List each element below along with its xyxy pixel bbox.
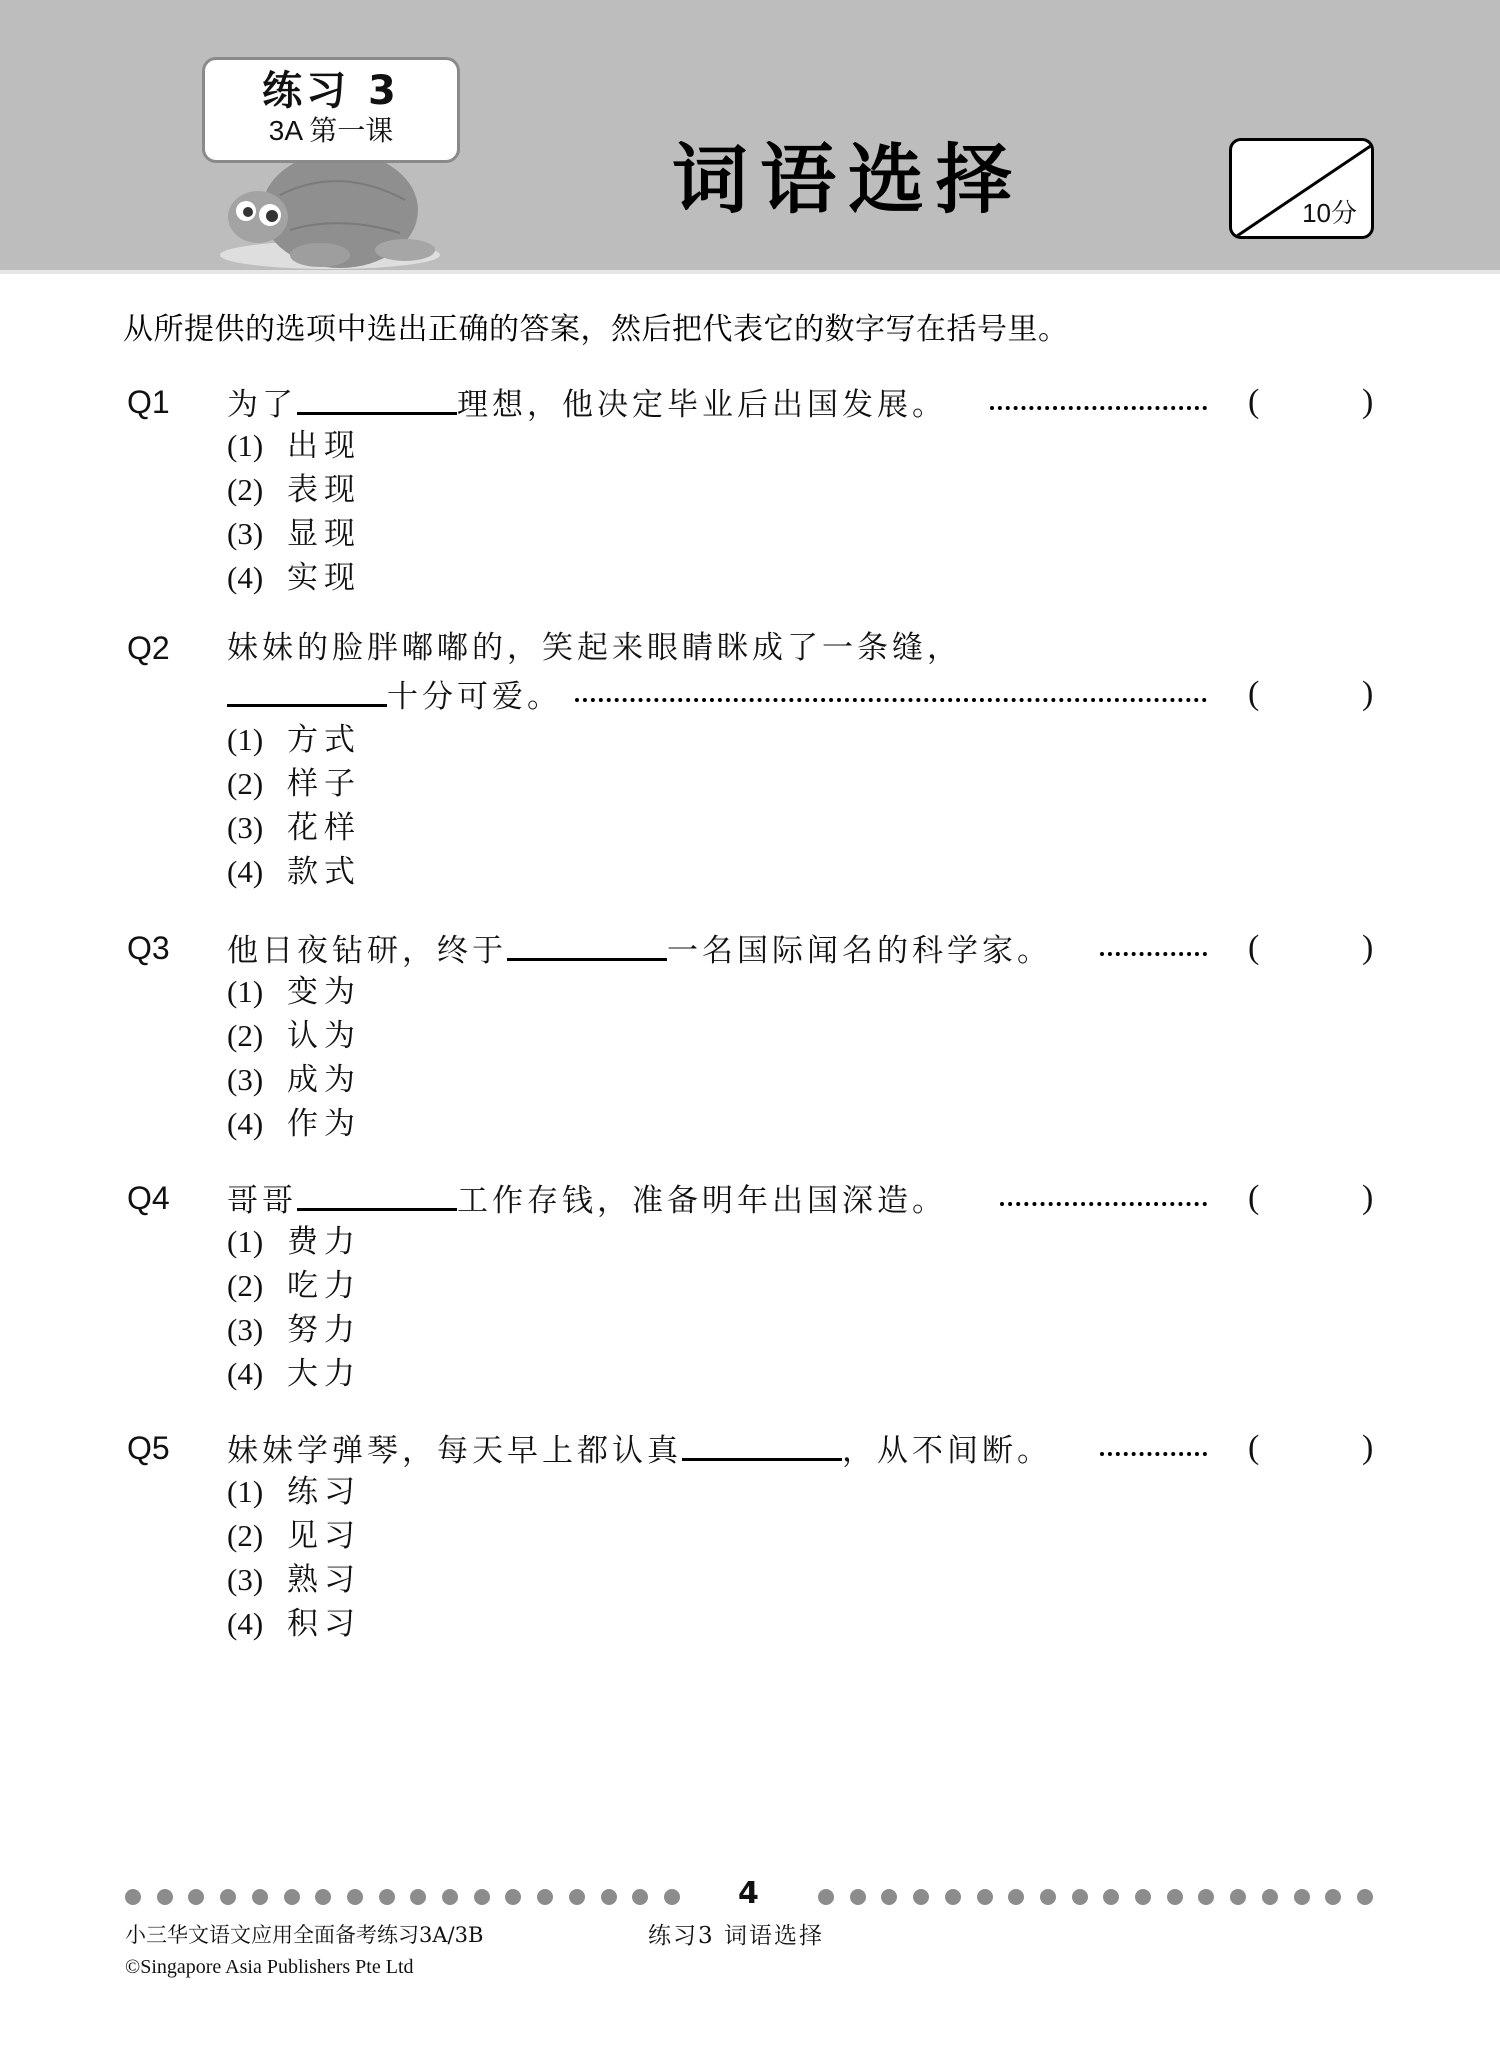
lesson-label: 3A 第一课 [268,115,394,146]
answer-paren-open: ( [1248,1179,1260,1216]
option-number: (4) [227,1356,264,1391]
footer-dots-right [818,1889,1378,1905]
dot-leader [990,406,1207,410]
question-text-after: 一名国际闻名的科学家。 [667,933,1052,969]
instruction-text: 从所提供的选项中选出正确的答案，然后把代表它的数字写在括号里。 [123,312,1069,347]
option-3 [227,514,361,554]
footer-dot-icon [410,1889,426,1905]
answer-blank [297,382,457,415]
option-text: 变为 [287,974,361,1010]
question-text-line1: 妹妹的脸胖嘟嘟的，笑起来眼睛眯成了一条缝， [227,630,962,666]
question-label: Q4 [127,1180,170,1216]
option-number: (2) [227,1518,264,1553]
option-1 [227,1222,361,1262]
option-number: (1) [227,1224,264,1259]
answer-blank [297,1178,457,1211]
copyright: ©Singapore Asia Publishers Pte Ltd [125,1956,414,1978]
option-1 [227,1472,361,1512]
answer-paren-close: ) [1362,383,1374,420]
page-number: 4 [738,1876,759,1911]
footer-dot-icon [537,1889,553,1905]
option-number: (2) [227,766,264,801]
option-text: 款式 [287,854,361,890]
page-title: 词语选择 [672,135,1024,224]
option-4 [227,1354,361,1394]
footer-dot-icon [125,1889,141,1905]
option-3 [227,1560,361,1600]
footer-dot-icon [601,1889,617,1905]
answer-input[interactable] [1268,1428,1358,1468]
answer-input[interactable] [1268,382,1358,422]
option-3 [227,808,361,848]
footer-dot-icon [315,1889,331,1905]
option-text: 花样 [287,810,361,846]
footer-dot-icon [977,1889,993,1905]
answer-paren-close: ) [1362,1179,1374,1216]
footer-dot-icon [347,1889,363,1905]
footer-dots-left [125,1889,685,1905]
footer-dot-icon [1294,1889,1310,1905]
question-text [227,928,1052,971]
question-text-after: ，从不间断。 [842,1433,1052,1469]
option-1 [227,720,361,760]
answer-paren-open: ( [1248,675,1260,712]
question-text [227,1178,947,1221]
exercise-label: 练习 3 [262,68,400,114]
answer-input[interactable] [1268,928,1358,968]
answer-input[interactable] [1268,674,1358,714]
option-2 [227,1266,361,1306]
footer-dot-icon [188,1889,204,1905]
footer-dot-icon [818,1889,834,1905]
exercise-label-box [202,57,460,163]
footer-dot-icon [1103,1889,1119,1905]
dot-leader [575,698,1207,702]
option-4 [227,1604,361,1644]
footer-dot-icon [284,1889,300,1905]
footer-dot-icon [1262,1889,1278,1905]
footer-dot-icon [252,1889,268,1905]
footer-dot-icon [569,1889,585,1905]
option-2 [227,470,361,510]
footer-dot-icon [474,1889,490,1905]
option-2 [227,1516,361,1556]
footer-dot-icon [379,1889,395,1905]
answer-blank [507,928,667,961]
option-2 [227,1016,361,1056]
page-header [0,0,1500,274]
option-number: (3) [227,1562,264,1597]
option-text: 成为 [287,1062,361,1098]
question-label: Q5 [127,1430,170,1466]
question-text-after: 工作存钱，准备明年出国深造。 [457,1183,947,1219]
option-number: (4) [227,1606,264,1641]
footer-dot-icon [1135,1889,1151,1905]
option-4 [227,1104,361,1144]
footer-dot-icon [1325,1889,1341,1905]
option-text: 努力 [287,1312,361,1348]
option-text: 见习 [287,1518,361,1554]
option-number: (3) [227,810,264,845]
book-title: 小三华文语文应用全面备考练习3A/3B [125,1923,484,1947]
question-label: Q1 [127,384,170,420]
score-box [1229,138,1374,239]
option-text: 大力 [287,1356,361,1392]
option-text: 熟习 [287,1562,361,1598]
option-text: 样子 [287,766,361,802]
option-number: (3) [227,1062,264,1097]
question-text-before: 为了 [227,387,297,423]
answer-paren-close: ) [1362,1429,1374,1466]
option-2 [227,764,361,804]
question-text-before: 哥哥 [227,1183,297,1219]
footer-dot-icon [632,1889,648,1905]
option-text: 积习 [287,1606,361,1642]
answer-blank [682,1428,842,1461]
footer-dot-icon [1072,1889,1088,1905]
option-text: 费力 [287,1224,361,1260]
option-1 [227,426,361,466]
dot-leader [1100,952,1207,956]
option-text: 实现 [287,560,361,596]
question-label: Q2 [127,630,170,666]
option-number: (2) [227,1018,264,1053]
option-text: 练习 [287,1474,361,1510]
footer-dot-icon [913,1889,929,1905]
option-number: (1) [227,428,264,463]
footer-dot-icon [442,1889,458,1905]
question-text-line2 [227,674,562,717]
option-text: 吃力 [287,1268,361,1304]
option-3 [227,1310,361,1350]
footer-dot-icon [850,1889,866,1905]
footer-dot-icon [1040,1889,1056,1905]
option-text: 方式 [287,722,361,758]
question-text [227,382,947,425]
answer-paren-close: ) [1362,675,1374,712]
option-text: 作为 [287,1106,361,1142]
option-3 [227,1060,361,1100]
footer-dot-icon [881,1889,897,1905]
option-number: (3) [227,1312,264,1347]
option-number: (1) [227,1474,264,1509]
score-total: 10分 [1302,198,1357,228]
option-number: (3) [227,516,264,551]
section-label: 练习3 词语选择 [648,1923,824,1949]
option-text: 认为 [287,1018,361,1054]
option-number: (1) [227,722,264,757]
answer-paren-open: ( [1248,383,1260,420]
footer-dot-icon [505,1889,521,1905]
option-4 [227,558,361,598]
answer-paren-close: ) [1362,929,1374,966]
option-1 [227,972,361,1012]
footer-dot-icon [664,1889,680,1905]
option-number: (2) [227,1268,264,1303]
answer-blank [227,674,387,707]
footer-dot-icon [1198,1889,1214,1905]
footer-dot-icon [945,1889,961,1905]
dot-leader [1100,1452,1207,1456]
question-text-before: 他日夜钻研，终于 [227,933,507,969]
turtle-icon [210,155,460,270]
footer-dot-icon [1230,1889,1246,1905]
dot-leader [1000,1202,1207,1206]
footer-dot-icon [220,1889,236,1905]
answer-paren-open: ( [1248,1429,1260,1466]
footer-dot-icon [1357,1889,1373,1905]
question-text-after: 理想，他决定毕业后出国发展。 [457,387,947,423]
option-number: (1) [227,974,264,1009]
footer-dot-icon [1008,1889,1024,1905]
option-number: (4) [227,1106,264,1141]
question-label: Q3 [127,930,170,966]
option-4 [227,852,361,892]
footer-dot-icon [1167,1889,1183,1905]
option-number: (4) [227,854,264,889]
option-number: (4) [227,560,264,595]
option-text: 显现 [287,516,361,552]
question-text-after: 十分可爱。 [387,679,562,715]
option-text: 表现 [287,472,361,508]
option-text: 出现 [287,428,361,464]
answer-paren-open: ( [1248,929,1260,966]
question-text-before: 妹妹学弹琴，每天早上都认真 [227,1433,682,1469]
option-number: (2) [227,472,264,507]
answer-input[interactable] [1268,1178,1358,1218]
question-text [227,1428,1052,1471]
footer-dot-icon [157,1889,173,1905]
